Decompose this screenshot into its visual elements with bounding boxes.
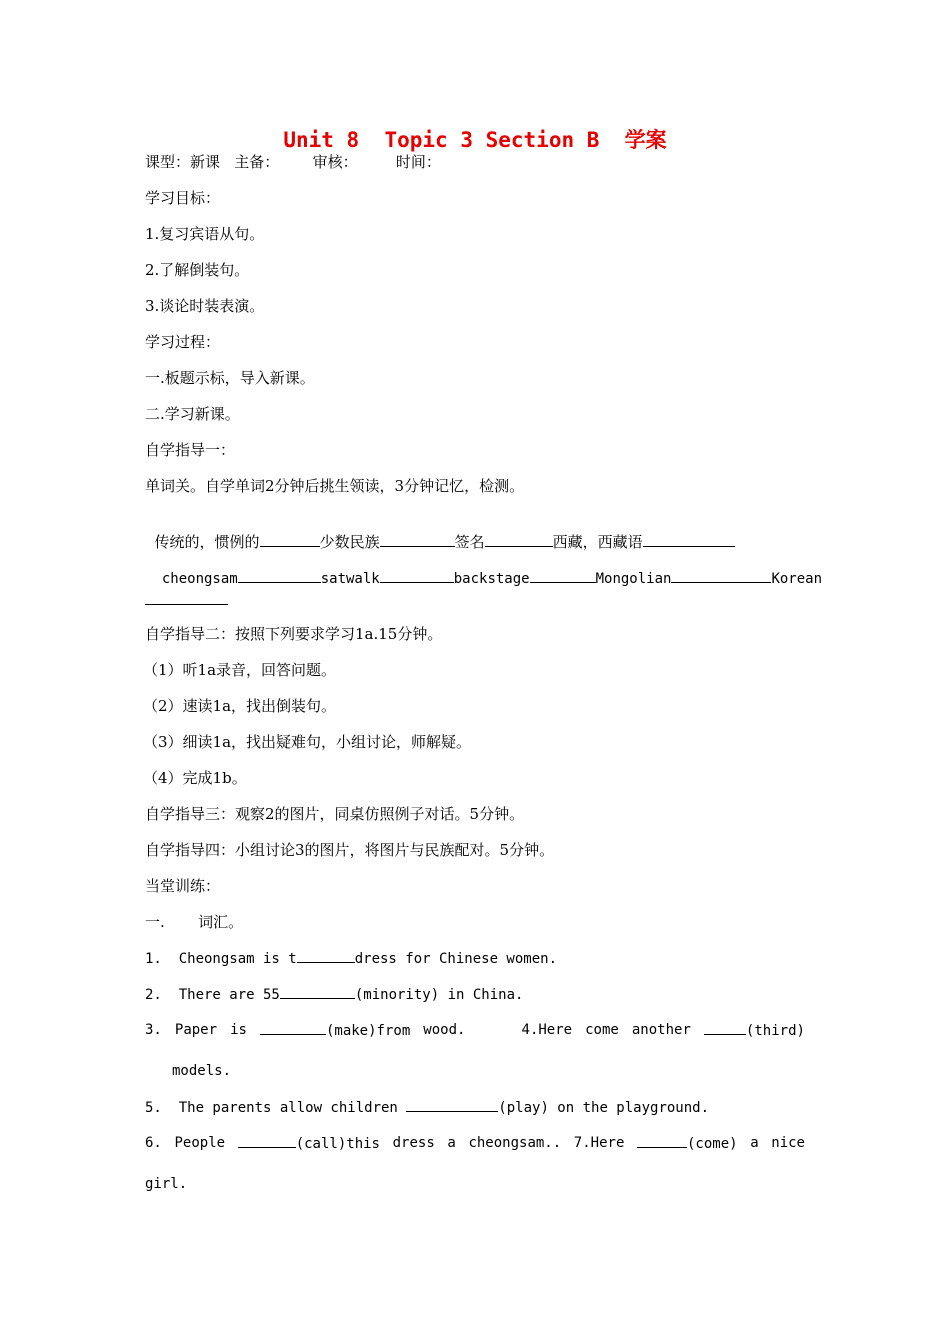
exercise-text: 4.Here — [521, 1022, 573, 1038]
exercise-text: Paper — [174, 1022, 218, 1038]
guide2-item: （4）完成1b。 — [143, 769, 247, 787]
answer-blank[interactable] — [485, 532, 553, 547]
answer-blank[interactable] — [530, 568, 596, 583]
vocab-word: backstage — [453, 571, 530, 587]
exercise-text: dress — [392, 1135, 435, 1151]
guide3: 自学指导三：观察2的图片，同桌仿照例子对话。5分钟。 — [145, 805, 525, 823]
answer-blank[interactable] — [280, 984, 355, 999]
exercise-text: (third) — [745, 1023, 805, 1039]
vocab-word: Mongolian — [595, 571, 672, 587]
vocab-word: 签名 — [454, 533, 485, 551]
exercise-text: dress for Chinese women. — [354, 951, 558, 967]
answer-blank[interactable] — [380, 532, 455, 547]
objectives-heading: 学习目标： — [145, 189, 221, 207]
exercise-1 — [145, 948, 557, 969]
vocab-word: satwalk — [320, 571, 380, 587]
exercise-text: nice — [771, 1135, 805, 1151]
vocab-en-line — [145, 548, 823, 589]
exercise-text: a — [750, 1135, 759, 1151]
practice-heading: 当堂训练： — [145, 877, 221, 895]
guide2-item: （1）听1a录音，回答问题。 — [143, 661, 337, 679]
exercise-text: 2. There are 55 — [145, 987, 280, 1003]
vocab-word: 少数民族 — [319, 533, 380, 551]
exercise-4-cont: models. — [172, 1063, 232, 1079]
course-meta: 课型：新课 主备： 审核： 时间： — [145, 153, 441, 171]
exercise-5 — [145, 1097, 709, 1118]
exercise-text: a — [447, 1135, 456, 1151]
exercise-text: come — [585, 1022, 619, 1038]
exercise-7-cont: girl. — [145, 1176, 188, 1192]
answer-blank[interactable] — [704, 1020, 746, 1035]
section-vocabulary: 一. 词汇。 — [145, 913, 244, 931]
answer-blank[interactable] — [260, 1020, 326, 1035]
exercise-text: 3. — [145, 1022, 162, 1038]
objective-item: 3.谈论时装表演。 — [145, 297, 265, 315]
exercise-2 — [145, 984, 523, 1005]
exercise-text: 7.Here — [573, 1135, 625, 1151]
exercise-text: (make)from — [325, 1023, 411, 1039]
guide4: 自学指导四：小组讨论3的图片，将图片与民族配对。5分钟。 — [145, 841, 555, 859]
answer-blank[interactable] — [637, 1133, 687, 1148]
guide1-heading: 自学指导一： — [145, 441, 236, 459]
step-item: 二.学习新课。 — [145, 405, 240, 423]
answer-blank[interactable] — [643, 532, 735, 547]
process-heading: 学习过程： — [145, 333, 221, 351]
page-title: Unit 8 Topic 3 Section B 学案 — [283, 128, 667, 152]
guide2-item: （2）速读1a，找出倒装句。 — [143, 697, 337, 715]
answer-blank[interactable] — [238, 568, 321, 583]
answer-blank[interactable] — [260, 532, 320, 547]
guide2-item: （3）细读1a，找出疑难句，小组讨论，师解疑。 — [143, 733, 472, 751]
vocab-cn-line — [145, 512, 735, 552]
exercise-text: 5. The parents allow children — [145, 1100, 407, 1116]
answer-blank[interactable] — [671, 568, 771, 583]
answer-blank[interactable] — [297, 948, 355, 963]
answer-blank[interactable] — [238, 1133, 296, 1148]
exercise-text: People — [174, 1135, 226, 1151]
guide1-text: 单词关。自学单词2分钟后挑生领读，3分钟记忆，检测。 — [145, 477, 525, 495]
answer-blank[interactable] — [145, 590, 228, 605]
vocab-word: 传统的，惯例的 — [154, 533, 260, 551]
objective-item: 2.了解倒装句。 — [145, 261, 250, 279]
exercise-3-4 — [145, 1020, 805, 1041]
answer-blank[interactable] — [380, 568, 454, 583]
exercise-text: (call)this — [295, 1136, 380, 1152]
vocab-word: Korean — [771, 571, 823, 587]
vocab-word: 西藏，西藏语 — [552, 533, 643, 551]
exercise-text: another — [631, 1022, 691, 1038]
objective-item: 1.复习宾语从句。 — [145, 225, 265, 243]
exercise-text: (play) on the playground. — [498, 1100, 710, 1116]
exercise-text: is — [230, 1022, 247, 1038]
vocab-word: cheongsam — [161, 571, 238, 587]
exercise-text: 1. Cheongsam is t — [145, 951, 297, 967]
exercise-text: cheongsam.. — [468, 1135, 562, 1151]
exercise-text: (come) — [687, 1136, 738, 1152]
exercise-text: (minority) in China. — [354, 987, 524, 1003]
guide2-heading: 自学指导二：按照下列要求学习1a.15分钟。 — [145, 625, 443, 643]
exercise-text: wood. — [423, 1022, 466, 1038]
step-item: 一.板题示标，导入新课。 — [145, 369, 315, 387]
exercise-6-7 — [145, 1133, 805, 1154]
vocab-en-line-cont — [145, 590, 228, 610]
exercise-text: 6. — [145, 1135, 162, 1151]
answer-blank[interactable] — [406, 1097, 498, 1112]
